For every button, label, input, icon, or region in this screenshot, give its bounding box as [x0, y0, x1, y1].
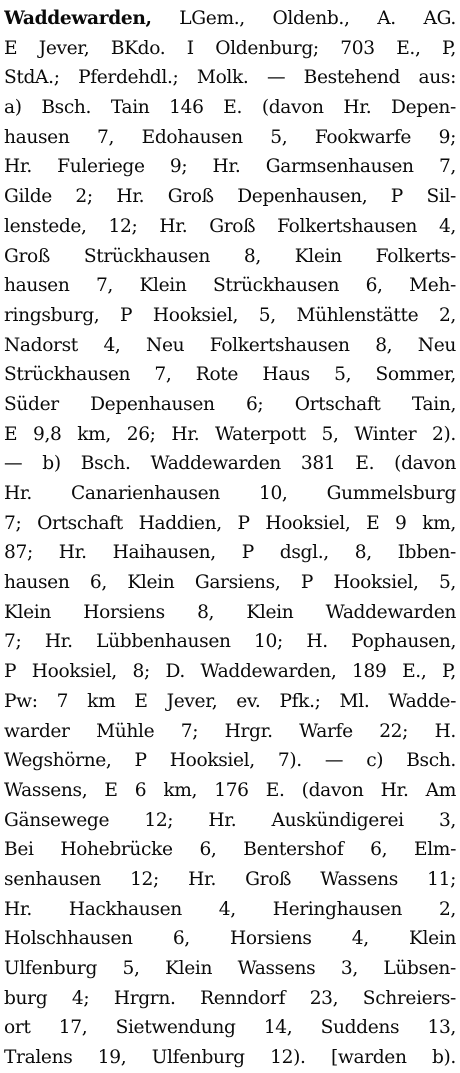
text-line: warder Mühle 7; Hrgr. Warfe 22; H. [4, 720, 456, 742]
text-line [4, 4, 456, 34]
text-line: hausen 6, Klein Garsiens, P Hooksiel, 5, [4, 572, 456, 594]
entry-text: LGem., Oldenb., A. AG. [151, 8, 456, 29]
text-line: E 9,8 km, 26; Hr. Waterpott 5, Winter 2). [4, 423, 456, 445]
text-line: Bei Hohebrücke 6, Bentershof 6, Elm- [4, 839, 456, 861]
text-line: Klein Horsiens 8, Klein Waddewarden [4, 601, 456, 623]
text-line: — b) Bsch. Waddewarden 381 E. (davon [4, 453, 456, 475]
text-line: burg 4; Hrgrn. Renndorf 23, Schreiers- [4, 987, 456, 1009]
gazetteer-entry [4, 4, 456, 1073]
text-line: Gilde 2; Hr. Groß Depenhausen, P Sil- [4, 186, 456, 208]
entry-headword: Waddewarden, [4, 8, 152, 29]
text-line: Wegshörne, P Hooksiel, 7). — c) Bsch. [4, 750, 456, 772]
text-line: 7; Ortschaft Haddien, P Hooksiel, E 9 km, [4, 512, 456, 534]
text-line: Ulfenburg 5, Klein Wassens 3, Lübsen- [4, 958, 456, 979]
text-line: Strückhausen 7, Rote Haus 5, Sommer, [4, 364, 456, 386]
text-line: a) Bsch. Tain 146 E. (davon Hr. Depen- [4, 97, 456, 119]
text-line: StdA.; Pferdehdl.; Molk. — Bestehend aus: [4, 67, 456, 89]
text-line: Nadorst 4, Neu Folkertshausen 8, Neu [4, 334, 456, 356]
text-line: ringsburg, P Hooksiel, 5, Mühlenstätte 2, [4, 304, 456, 326]
text-line: Hr. Hackhausen 4, Heringhausen 2, [4, 898, 456, 920]
text-line: hausen 7, Klein Strückhausen 6, Meh- [4, 275, 456, 297]
text-line: senhausen 12; Hr. Groß Wassens 11; [4, 868, 456, 890]
text-line: ort 17, Sietwendung 14, Suddens 13, [4, 1017, 456, 1039]
text-line: Süder Depenhausen 6; Ortschaft Tain, [4, 393, 456, 415]
text-line: Wassens, E 6 km, 176 E. (davon Hr. Am [4, 779, 456, 801]
text-line: Groß Strückhausen 8, Klein Folkerts- [4, 245, 456, 267]
text-line: Gänsewege 12; Hr. Auskündigerei 3, [4, 809, 456, 831]
text-line: Hr. Fuleriege 9; Hr. Garmsenhausen 7, [4, 156, 456, 178]
text-line: E Jever, BKdo. I Oldenburg; 703 E., P, [4, 37, 456, 59]
text-line: 7; Hr. Lübbenhausen 10; H. Pophausen, [4, 631, 456, 653]
text-line: Pw: 7 km E Jever, ev. Pfk.; Ml. Wadde- [4, 690, 456, 712]
text-line: hausen 7, Edohausen 5, Fookwarfe 9; [4, 126, 456, 148]
text-line: lenstede, 12; Hr. Groß Folkertshausen 4, [4, 215, 456, 237]
text-line: P Hooksiel, 8; D. Waddewarden, 189 E., P, [4, 661, 456, 683]
text-line: Holschhausen 6, Horsiens 4, Klein [4, 928, 456, 950]
text-line: Tralens 19, Ulfenburg 12). [warden b). [4, 1047, 456, 1069]
text-line: 87; Hr. Haihausen, P dsgl., 8, Ibben- [4, 542, 456, 564]
text-line: Hr. Canarienhausen 10, Gummelsburg [4, 483, 456, 504]
